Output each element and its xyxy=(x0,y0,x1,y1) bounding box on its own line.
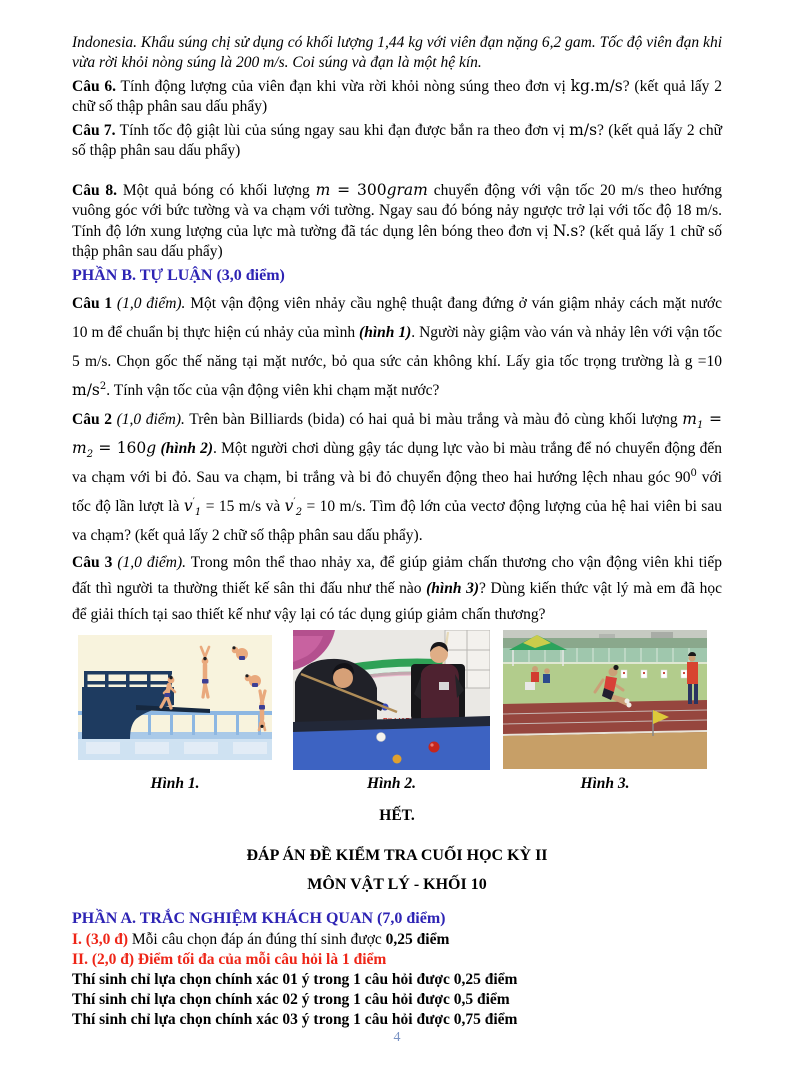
long-jump-landing-photo xyxy=(503,630,707,769)
subject-title: MÔN VẬT LÝ - KHỐI 10 xyxy=(307,876,487,893)
red-ball xyxy=(429,742,440,753)
scoring-rule-2: Thí sinh chỉ lựa chọn chính xác 02 ý trong 1 câu hỏi được 0,5 điểm xyxy=(72,991,510,1008)
figure-3 xyxy=(503,630,707,769)
figure-captions-row xyxy=(72,774,722,794)
intro-paragraph: Indonesia. Khẩu súng chị sử dụng có khối lượng 1,44 kg với viên đạn nặng 6,2 gam. Tốc độ viên đạn khi vừa rời khỏi nòng súng là 200 m/s. Coi súng và đạn là một hệ kín. xyxy=(72,34,722,71)
question-3: Câu 3 (1,0 điểm). Trong môn thể thao nhảy xa, để giúp giảm chấn thương cho vận động viên khi tiếp đất thì người ta thường thiết kế sân thi đấu như thế nào (hình 3)? Dùng kiến thức vật lý mà em đã học để giải thích tại sao thiết kế như vậy lại có tác dụng giúp giảm chấn thương? xyxy=(72,554,723,623)
figures-row xyxy=(72,630,722,770)
question-8: Câu 8. Một quả bóng có khối lượng m = 300gram chuyển động với vận tốc 20 m/s theo hướng vuông góc với bức tường và va chạm với tường. Ngay sau đó bóng nảy ngược trở lại với tốc độ 18 m/s. Tính độ lớn xung lượng của lực mà tường đã tác dụng lên bóng theo đơn vị N.s? (kết quả lấy 1 chữ số thập phân sau dấu phẩy) xyxy=(72,181,723,260)
diving-sequence-illustration xyxy=(78,635,272,760)
scoring-note-2: II. (2,0 đ) Điểm tối đa của mỗi câu hỏi là 1 điểm xyxy=(72,951,387,968)
scoring-note-1: I. (3,0 đ) Mỗi câu chọn đáp án đúng thí sinh được 0,25 điểm xyxy=(72,931,450,948)
question-6: Câu 6. Tính động lượng của viên đạn khi vừa rời khỏi nòng súng theo đơn vị kg.m/s? (kết quả lấy 2 chữ số thập phân sau dấu phẩy) xyxy=(72,77,722,115)
yellow-ball xyxy=(393,755,402,764)
billiards-players-photo xyxy=(293,630,490,770)
question-1: Câu 1 (1,0 điểm). Một vận động viên nhảy cầu nghệ thuật đang đứng ở ván giậm nhảy cách mặt nước 10 m để chuẩn bị thực hiện cú nhảy của mình (hình 1). Người này giậm vào ván và nhảy lên với vận tốc 5 m/s. Chọn gốc thế năng tại mặt nước, bỏ qua sức cản không khí. Lấy gia tốc trọng trường là g =10 $m/s^2$. Tính vận tốc của vận động viên khi chạm mặt nước? xyxy=(72,295,723,399)
page-number: 4 xyxy=(393,1030,401,1045)
answer-key-title: ĐÁP ÁN ĐỀ KIỂM TRA CUỐI HỌC KỲ II xyxy=(246,847,548,864)
figure-2-caption: Hình 2. xyxy=(366,775,417,792)
figure-1 xyxy=(78,635,272,760)
section-a-heading: PHẦN A. TRẮC NGHIỆM KHÁCH QUAN (7,0 điểm) xyxy=(72,910,446,927)
scoring-rule-1: Thí sinh chỉ lựa chọn chính xác 01 ý trong 1 câu hỏi được 0,25 điểm xyxy=(72,971,518,988)
white-ball xyxy=(377,733,386,742)
scoring-rule-3: Thí sinh chỉ lựa chọn chính xác 03 ý trong 1 câu hỏi được 0,75 điểm xyxy=(72,1011,518,1028)
document-content xyxy=(72,0,722,1030)
figure-3-caption: Hình 3. xyxy=(580,775,630,792)
question-2: Câu 2 (1,0 điểm). Trên bàn Billiards (bida) có hai quả bi màu trắng và màu đỏ cùng khối lượng $m_1 = m_2 = 160g$ (hình 2). Một người chơi dùng gậy tác dụng lực vào bi màu trắng để nó chuyển động đến va chạm với bi đỏ. Sau va chạm, bi trắng và bi đỏ chuyển động theo hai hướng lệch nhau góc $90^0$ với tốc độ lần lượt là $v'_1 = 15$ m/s và $v'_2 = 10$ m/s. Tìm độ lớn của vectơ động lượng của hệ hai viên bi sau va chạm? (kết quả lấy 2 chữ số thập phân sau dấu phẩy). xyxy=(72,410,722,544)
figure-1-caption: Hình 1. xyxy=(150,775,200,792)
question-7: Câu 7. Tính tốc độ giật lùi của súng ngay sau khi đạn được bắn ra theo đơn vị m/s? (kết quả lấy 2 chữ số thập phân sau dấu phẩy) xyxy=(72,121,722,159)
end-marker: HẾT. xyxy=(379,807,415,824)
section-b-heading: PHẦN B. TỰ LUẬN (3,0 điểm) xyxy=(72,267,285,284)
figure-2 xyxy=(293,630,490,770)
